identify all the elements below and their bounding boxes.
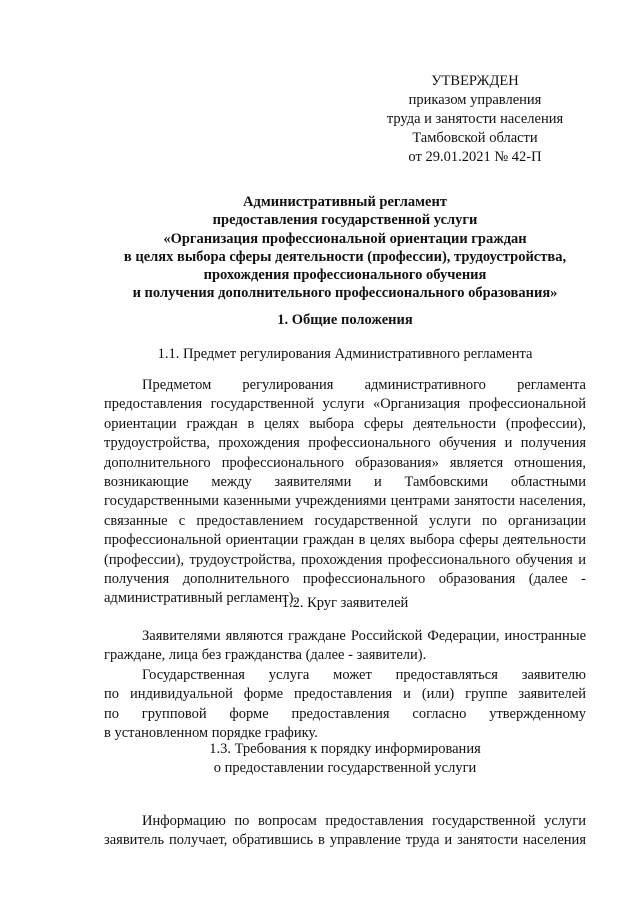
paragraph-subject	[104, 376, 586, 609]
paragraph-line: граждане, лица без гражданства (далее - заявители).	[104, 647, 427, 664]
title-line: «Организация профессиональной ориентации граждан	[163, 230, 527, 247]
paragraph-line: государственными казенными учреждениями центрами занятости населения,	[104, 493, 586, 510]
paragraph-line: по групповой форме предоставления согласно утвержденному	[104, 705, 586, 722]
approval-line: УТВЕРЖДЕН	[431, 73, 519, 89]
title-line: предоставления государственной услуги	[212, 212, 478, 229]
paragraph-line: возникающие между заявителями и Тамбовскими областными	[104, 474, 586, 491]
approval-line: Тамбовской области	[412, 130, 538, 146]
paragraph-line: дополнительного профессионального образования» является отношения,	[104, 454, 586, 471]
title-line: Административный регламент	[243, 194, 447, 210]
paragraph-line: предоставления государственной услуги «Организация профессиональной	[104, 396, 586, 413]
paragraph-line: по индивидуальной форме предоставления и (или) группе заявителей	[104, 686, 586, 703]
paragraph-line: ориентации граждан в целях выбора сферы деятельности (профессии),	[104, 415, 586, 432]
approval-line: приказом управления	[408, 92, 542, 108]
paragraph-line: профессиональной ориентации граждан в целях выбора сферы деятельности	[104, 532, 586, 549]
paragraph-line: Предметом регулирования административного регламента	[142, 377, 586, 393]
approval-line: от 29.01.2021 № 42-П	[408, 149, 542, 165]
subsection-heading-1-3	[100, 740, 590, 778]
paragraph-information	[104, 812, 586, 851]
paragraph-line: Государственная услуга может предоставляться заявителю	[142, 666, 586, 683]
paragraph-line: (профессии), трудоустройства, прохождения профессионального обучения и	[104, 551, 586, 568]
approval-stamp	[370, 72, 580, 167]
heading-line: о предоставлении государственной услуги	[213, 760, 477, 776]
title-line: в целях выбора сферы деятельности (профессии), трудоустройства,	[123, 248, 567, 265]
document-title	[100, 193, 590, 303]
paragraph-line: Информацию по вопросам предоставления государственной услуги	[142, 813, 586, 829]
paragraph-line: в установленном порядке графику.	[104, 725, 318, 742]
section-heading-general: 1. Общие положения	[277, 312, 413, 328]
title-line: прохождения профессионального обучения	[203, 267, 487, 284]
approval-line: труда и занятости населения	[386, 111, 564, 127]
paragraph-line: Заявителями являются граждане Российской Федерации, иностранные	[142, 628, 586, 644]
heading-line: 1.3. Требования к порядку информирования	[209, 741, 481, 757]
paragraph-line: заявитель получает, обратившись в управление труда и занятости населения	[104, 832, 586, 849]
subsection-heading-1-2: 1.2. Круг заявителей	[281, 595, 409, 611]
title-line: и получения дополнительного профессионального образования»	[132, 285, 558, 302]
paragraph-line: получения дополнительного профессионального образования (далее -	[104, 571, 586, 588]
paragraph-line: трудоустройства, прохождения профессионального обучения и получения	[104, 435, 586, 452]
subsection-heading-1-1: 1.1. Предмет регулирования Административного регламента	[157, 346, 533, 362]
paragraph-line: связанные с предоставлением государственной услуги по организации	[104, 512, 586, 529]
paragraph-applicants	[104, 627, 586, 743]
paragraph-line: административный регламент).	[104, 590, 298, 607]
